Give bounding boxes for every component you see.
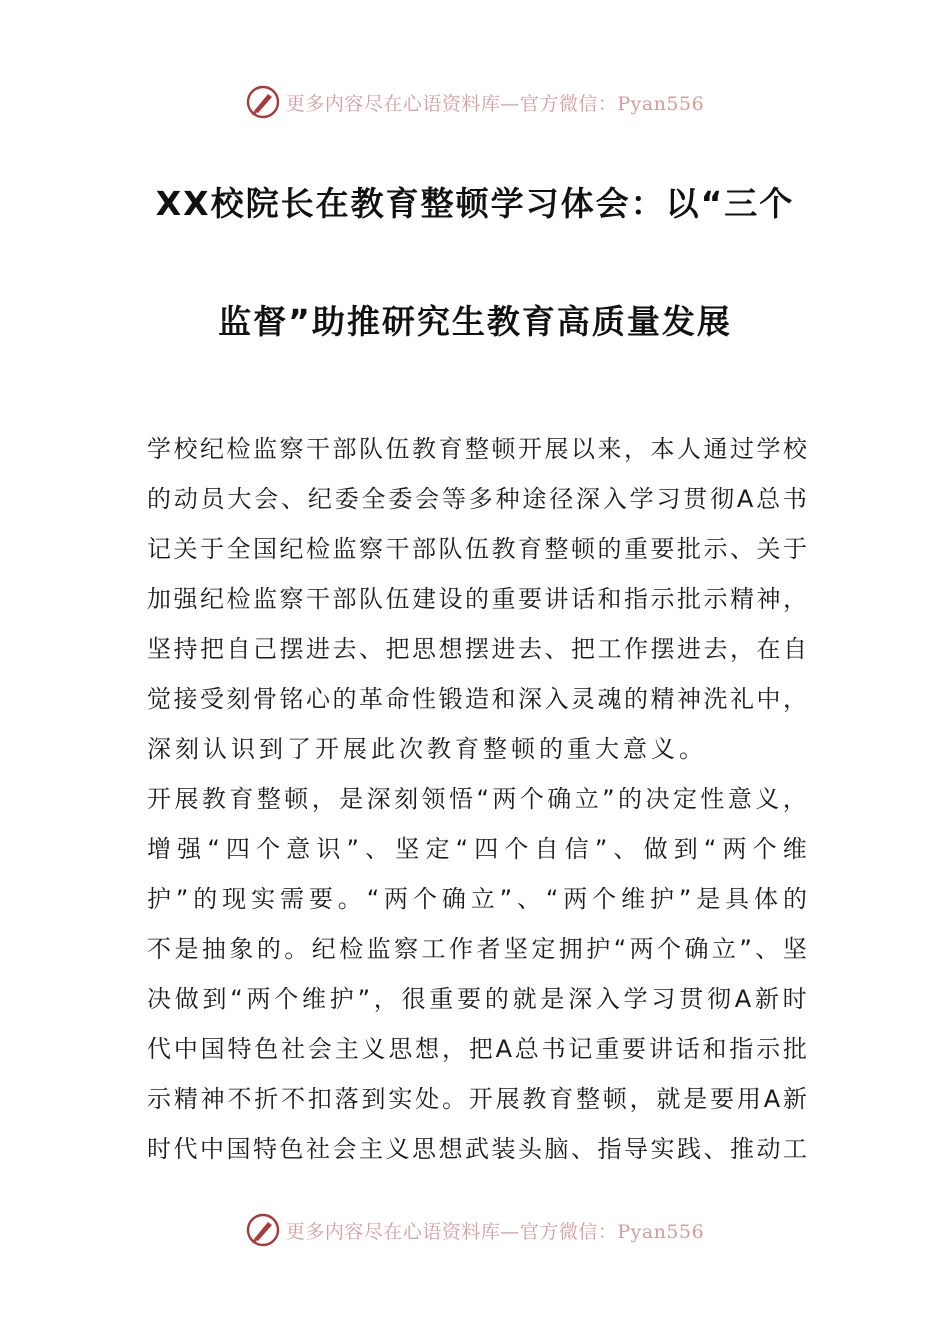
body-line: 示 精 神 不 折 不 扣 落 到 实 处 。 开 展 教 育 整 顿 ， 就 是 要 用 A 新 bbox=[147, 1085, 807, 1113]
body-line: 代 中 国 特 色 社 会 主 义 思 想 ， 把 A 总 书 记 重 要 讲 话 和 指 示 批 bbox=[147, 1035, 807, 1063]
body-line: 加 强 纪 检 监 察 干 部 队 伍 建 设 的 重 要 讲 话 和 指 示 批 示 精 神 ， bbox=[147, 585, 807, 613]
body-line: 开 展 教 育 整 顿 ， 是 深 刻 领 悟 “ 两 个 确 立 ” 的 决 定 性 意 义 ， bbox=[147, 785, 807, 813]
pen-logo-icon bbox=[246, 1213, 280, 1247]
body-line: 护 ” 的 现 实 需 要 。 “ 两 个 确 立 ” 、 “ 两 个 维 护 ” 是 具 体 的 bbox=[147, 885, 807, 913]
body-line: 的 动 员 大 会 、 纪 委 全 委 会 等 多 种 途 径 深 入 学 习 贯 彻 A 总 书 bbox=[147, 485, 807, 513]
body-line: 记 关 于 全 国 纪 检 监 察 干 部 队 伍 教 育 整 顿 的 重 要 批 示 、 关 于 bbox=[147, 535, 807, 563]
document-title-line-2: 监督”助推研究生教育高质量发展 bbox=[218, 302, 732, 341]
watermark-text: 更多内容尽在心语资料库—官方微信：Pyan556 bbox=[285, 1220, 705, 1243]
body-line: 增 强 “ 四 个 意 识 ” 、 坚 定 “ 四 个 自 信 ” 、 做 到 “ 两 个 维 bbox=[147, 835, 807, 863]
document-title-line-1: XX校院长在教育整顿学习体会：以“三个 bbox=[155, 184, 795, 223]
header-watermark bbox=[0, 84, 950, 120]
footer-watermark bbox=[0, 1212, 950, 1248]
pen-logo-icon bbox=[246, 85, 280, 119]
body-line: 坚 持 把 自 己 摆 进 去 、 把 思 想 摆 进 去 、 把 工 作 摆 进 去 ， 在 自 bbox=[147, 635, 807, 663]
body-line: 时 代 中 国 特 色 社 会 主 义 思 想 武 装 头 脑 、 指 导 实 践 、 推 动 工 bbox=[147, 1135, 807, 1163]
body-line: 觉 接 受 刻 骨 铭 心 的 革 命 性 锻 造 和 深 入 灵 魂 的 精 神 洗 礼 中 ， bbox=[147, 685, 807, 713]
body-text bbox=[147, 430, 807, 1180]
watermark-text: 更多内容尽在心语资料库—官方微信：Pyan556 bbox=[285, 92, 705, 115]
body-line: 深刻认识到了开展此次教育整顿的重大意义。 bbox=[147, 735, 707, 763]
body-line: 决 做 到 “ 两 个 维 护 ” ， 很 重 要 的 就 是 深 入 学 习 贯 彻 A 新 时 bbox=[147, 985, 807, 1013]
body-line: 学 校 纪 检 监 察 干 部 队 伍 教 育 整 顿 开 展 以 来 ， 本 人 通 过 学 校 bbox=[147, 435, 807, 463]
body-line: 不 是 抽 象 的 。 纪 检 监 察 工 作 者 坚 定 拥 护 “ 两 个 确 立 ” 、 坚 bbox=[147, 935, 807, 963]
